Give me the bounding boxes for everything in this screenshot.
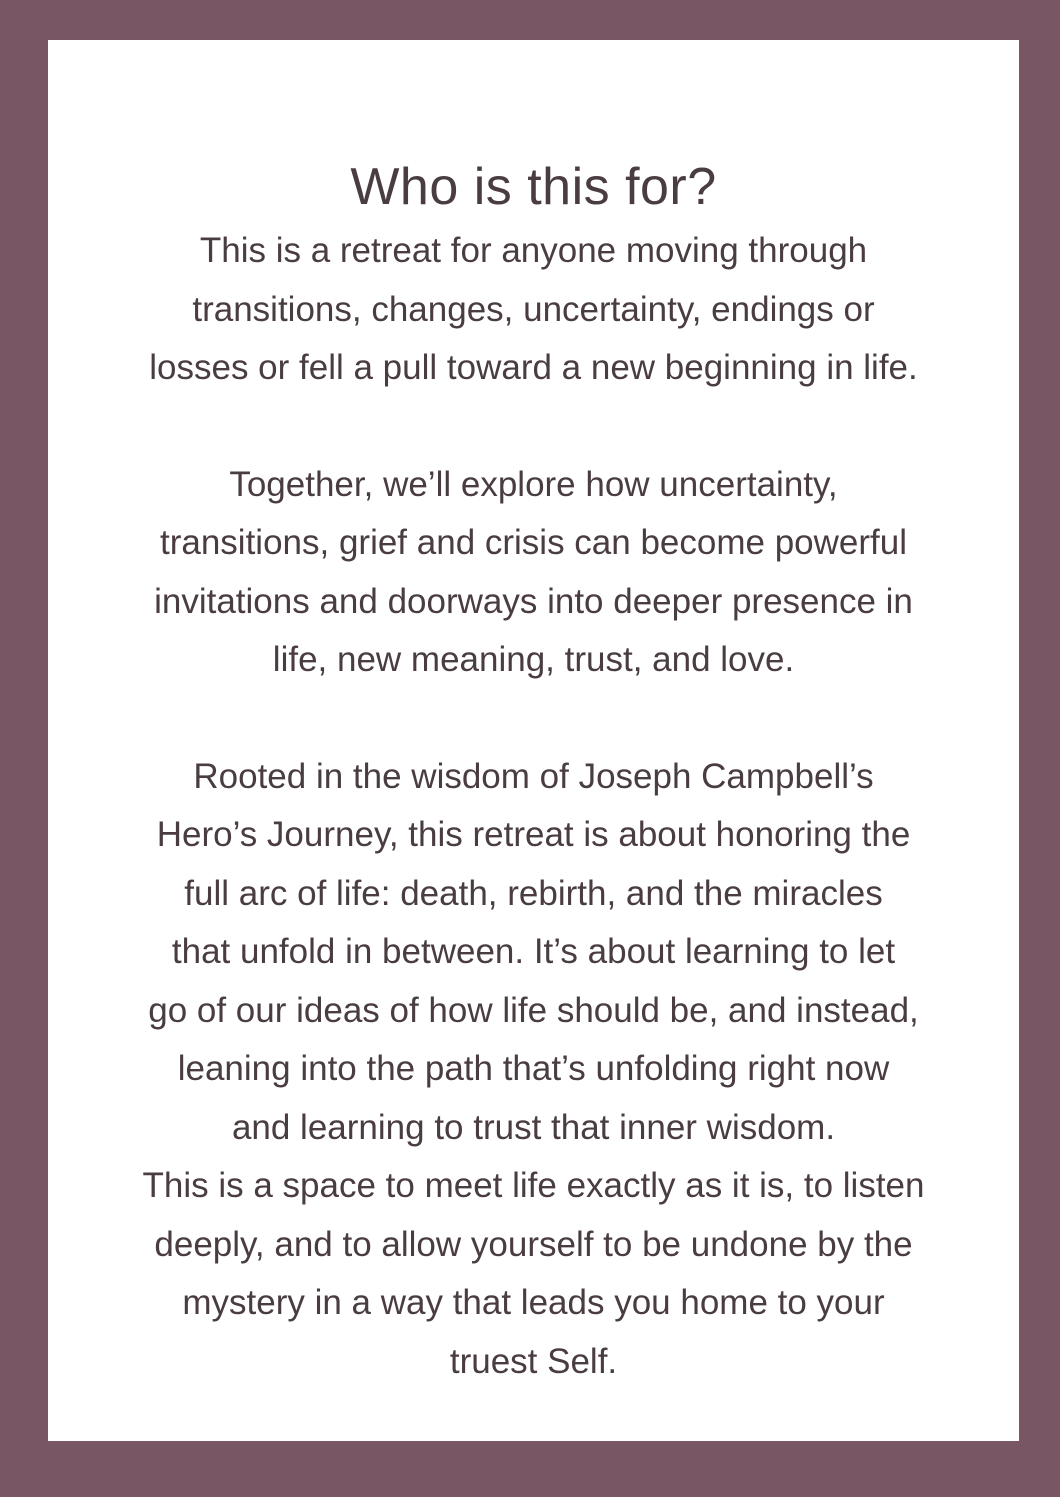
paragraph-spacer	[48, 398, 1019, 456]
page-title: Who is this for?	[350, 158, 717, 216]
paragraph-intro: This is a retreat for anyone moving through transitions, changes, uncertainty, endings or losses or fell a pull toward a new beginning in life.	[149, 231, 918, 387]
content-panel	[48, 40, 1019, 1441]
paragraph-heros-journey: Rooted in the wisdom of Joseph Campbell’s Hero’s Journey, this retreat is about honoring the full arc of life: death, rebirth, and the miracles that unfold in between. It’s about learning to let go of our ideas of how life should be, and instead, leaning into the path that’s unfolding right now and learning to trust that inner wisdom.	[148, 756, 919, 1147]
paragraph-space: This is a space to meet life exactly as it is, to listen deeply, and to allow yourself to be undone by the mystery in a way that leads you home to your truest Self.	[142, 1166, 925, 1381]
paragraph-explore: Together, we’ll explore how uncertainty, transitions, grief and crisis can become powerful invitations and doorways into deeper presence in life, new meaning, trust, and love.	[154, 464, 913, 679]
paragraph-spacer	[48, 690, 1019, 748]
document-body	[48, 152, 1019, 1391]
